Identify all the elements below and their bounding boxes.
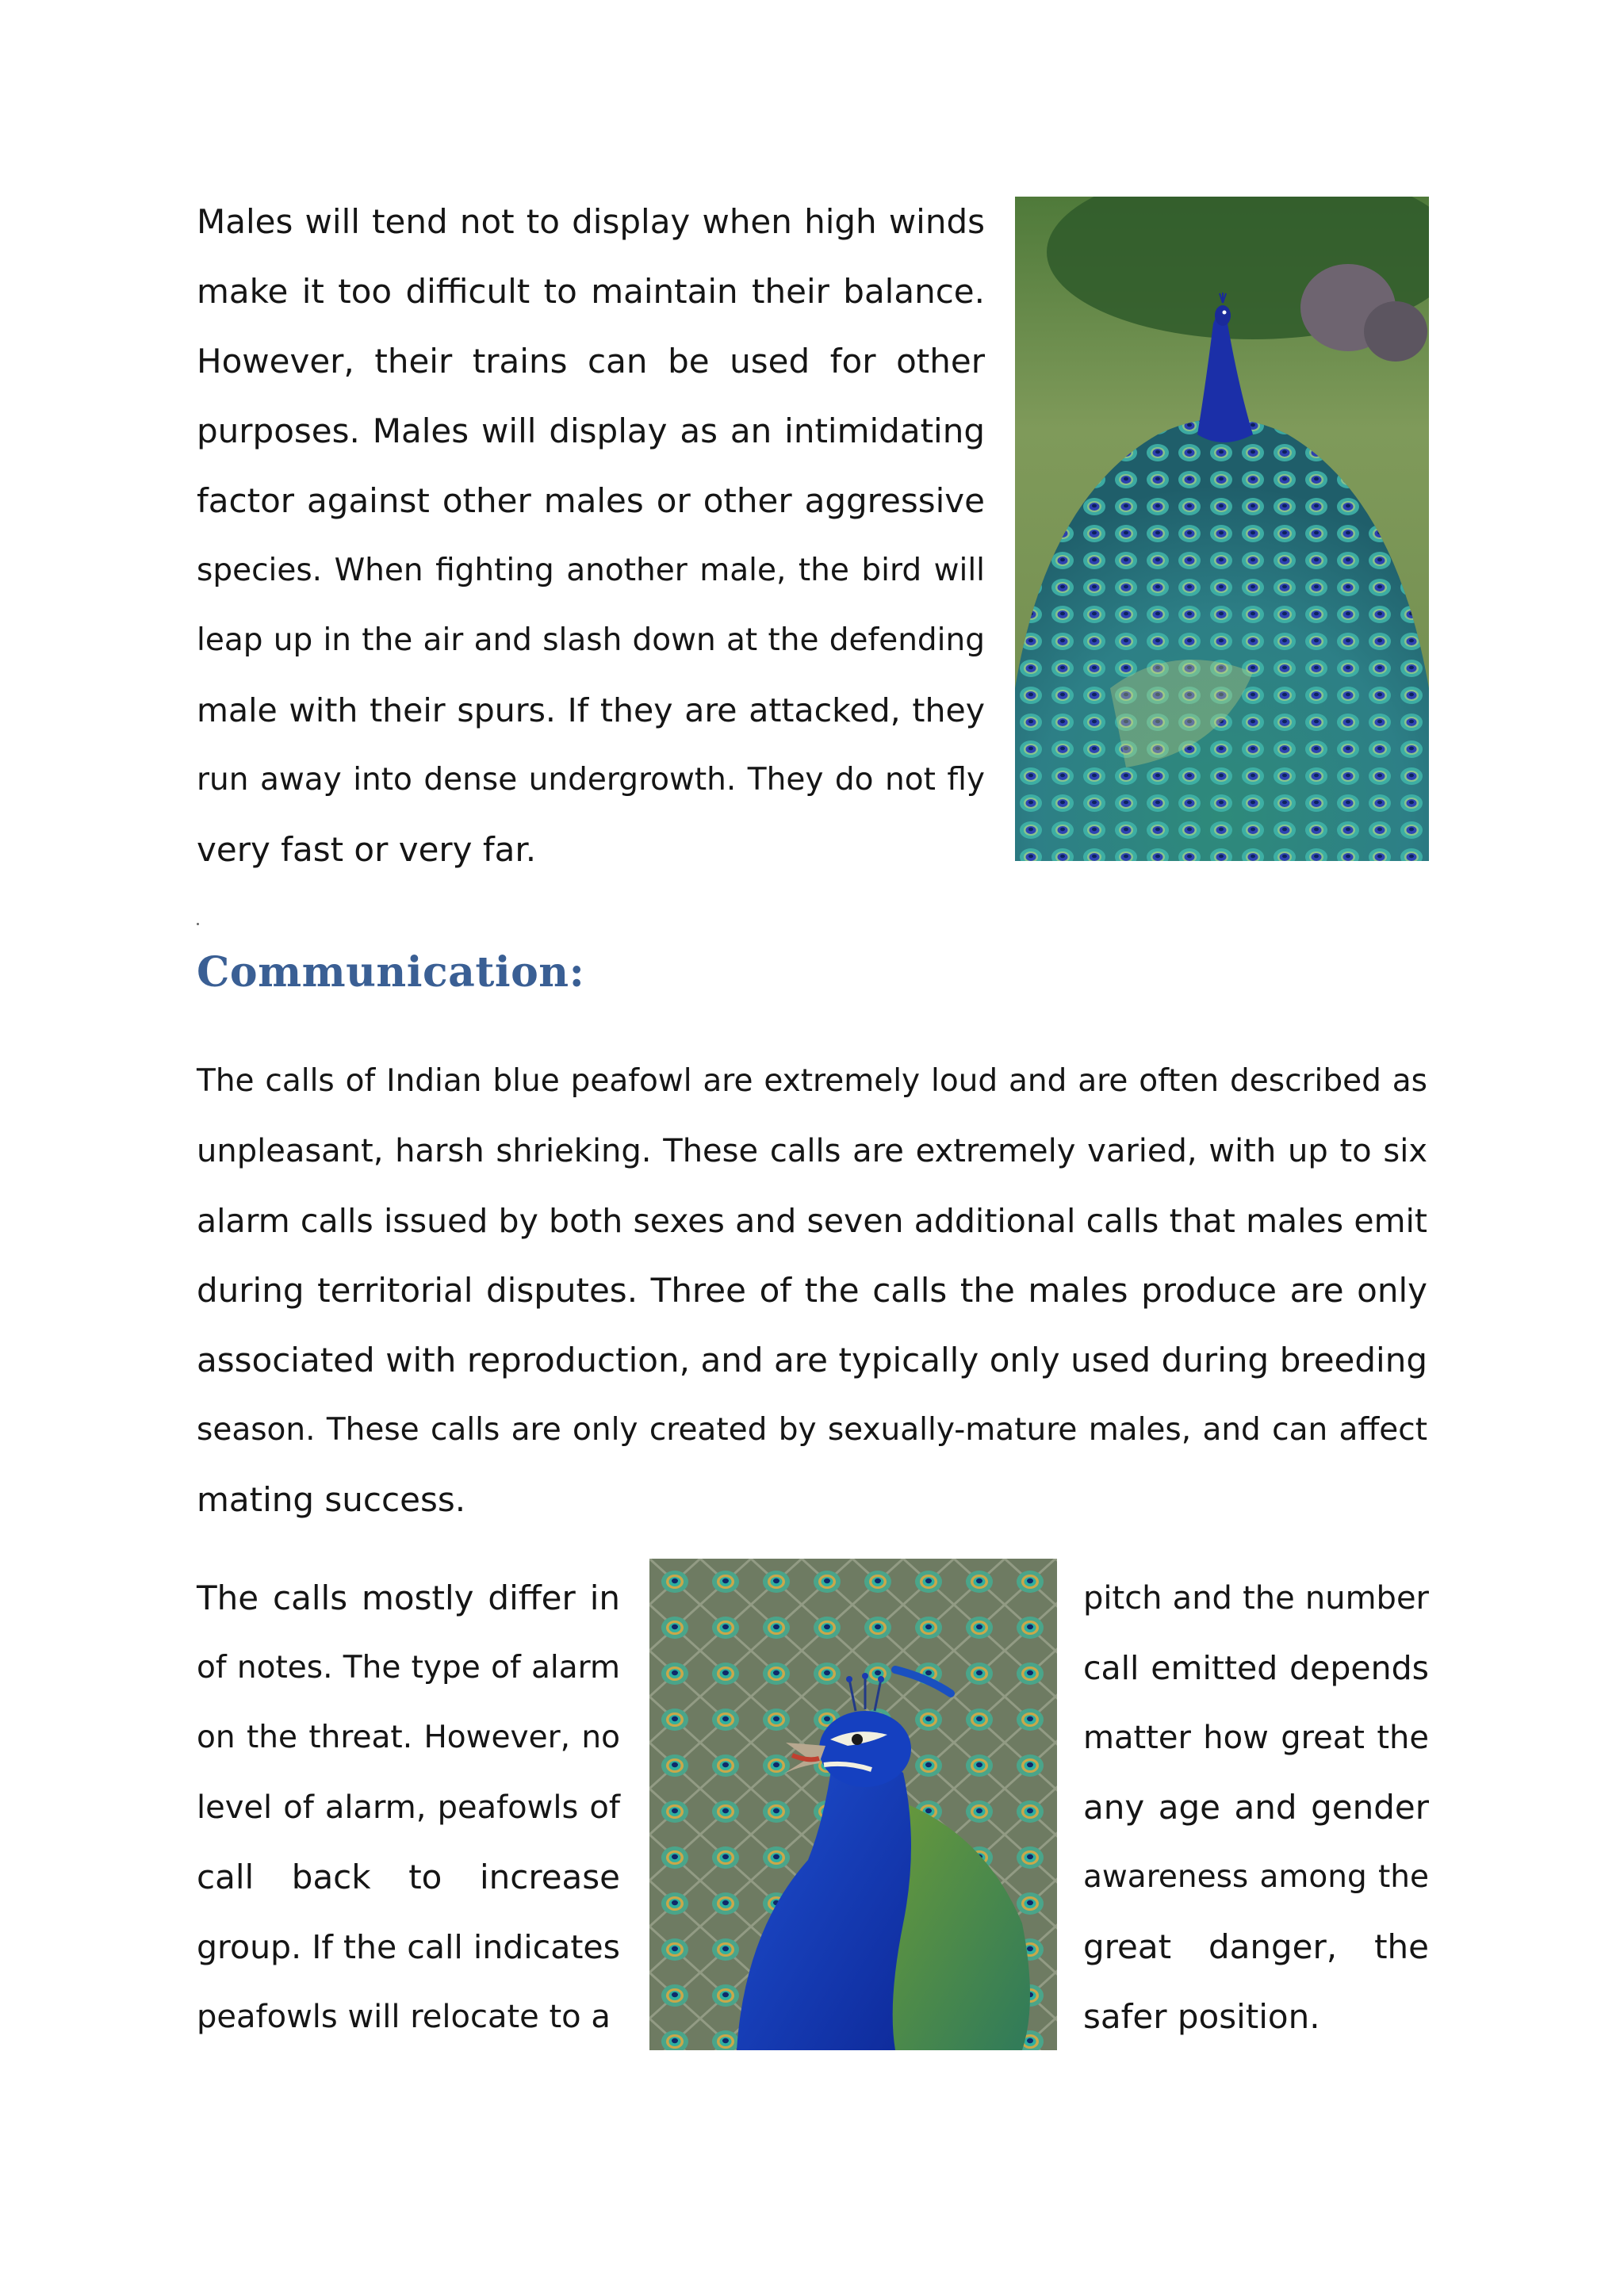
section-heading-communication: Communication: xyxy=(197,948,585,997)
calls-right-line: safer position. xyxy=(1083,1997,1320,2036)
calls-right-line: call emitted depends xyxy=(1083,1649,1429,1687)
display-behavior-line: make it too difficult to maintain their balance. xyxy=(197,272,985,311)
calls-description-line: unpleasant, harsh shrieking. These calls are extremely varied, with up to six xyxy=(197,1133,1427,1169)
calls-description-line: alarm calls issued by both sexes and seven additional calls that males emit xyxy=(197,1202,1427,1240)
display-behavior-line: run away into dense undergrowth. They do not fly xyxy=(197,762,985,798)
calls-left-line: of notes. The type of alarm xyxy=(197,1650,620,1686)
display-behavior-line: species. When fighting another male, the bird will xyxy=(197,553,985,588)
calls-left-line: level of alarm, peafowls of xyxy=(197,1789,620,1826)
calls-description-line: during territorial disputes. Three of the calls the males produce are only xyxy=(197,1271,1427,1310)
paragraph-display-behavior xyxy=(197,187,985,885)
display-behavior-line: very fast or very far. xyxy=(197,830,537,869)
calls-left-line: peafowls will relocate to a xyxy=(197,1999,611,2035)
calls-left-line: group. If the call indicates xyxy=(197,1928,620,1966)
calls-description-line: associated with reproduction, and are typically only used during breeding xyxy=(197,1341,1427,1380)
peacock-back-image xyxy=(1015,197,1429,861)
calls-left-line: call back to increase xyxy=(197,1858,620,1896)
display-behavior-line: Males will tend not to display when high winds xyxy=(197,202,985,241)
calls-left-line: The calls mostly differ in xyxy=(197,1578,620,1617)
calls-right-line: matter how great the xyxy=(1083,1720,1429,1756)
paragraph-calls-description xyxy=(197,1047,1427,1535)
calls-right-line: pitch and the number xyxy=(1083,1580,1429,1617)
display-behavior-line: male with their spurs. If they are attacked, they xyxy=(197,691,985,729)
peacock-head-image xyxy=(649,1559,1057,2050)
paragraph-calls-left-column xyxy=(197,1563,620,2052)
calls-left-line: on the threat. However, no xyxy=(197,1720,620,1755)
calls-right-line: great danger, the xyxy=(1083,1927,1429,1966)
display-behavior-line: purposes. Males will display as an intimidating xyxy=(197,411,985,450)
calls-description-line: season. These calls are only created by sexually-mature males, and can affect xyxy=(197,1412,1427,1448)
calls-description-line: mating success. xyxy=(197,1480,466,1519)
calls-right-line: any age and gender xyxy=(1083,1788,1429,1827)
calls-description-line: The calls of Indian blue peafowl are extremely loud and are often described as xyxy=(197,1063,1427,1099)
paragraph-calls-right-column xyxy=(1083,1563,1429,2052)
calls-right-line: awareness among the xyxy=(1083,1859,1429,1895)
stray-dot xyxy=(197,923,199,925)
display-behavior-line: leap up in the air and slash down at the defending xyxy=(197,622,985,658)
display-behavior-line: However, their trains can be used for other xyxy=(197,342,985,381)
display-behavior-line: factor against other males or other aggressive xyxy=(197,481,985,520)
